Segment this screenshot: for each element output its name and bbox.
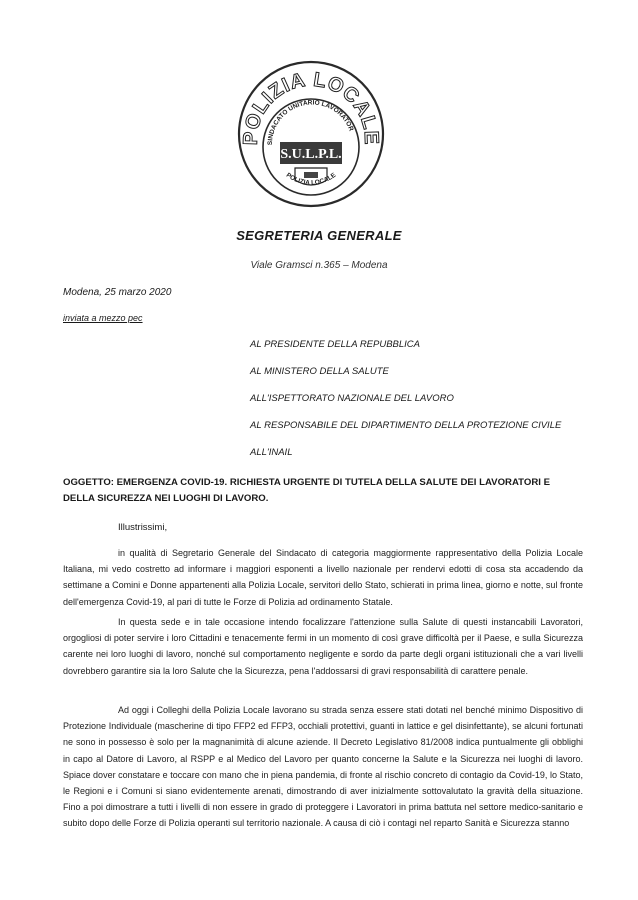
recipient-item: AL PRESIDENTE DELLA REPUBBLICA: [250, 339, 421, 350]
recipient-item: AL RESPONSABILE DEL DIPARTIMENTO DELLA PROTEZIONE CIVILE: [250, 420, 562, 431]
sent-via: inviata a mezzo pec: [63, 313, 143, 323]
body-paragraph: in qualità di Segretario Generale del Sindacato di categoria maggiormente rappresentativo della Polizia Locale Italiana, mi vedo costretto ad informare i maggiori esponenti a livello nazionale per rendervi edotti di cosa sta accadendo da settimane a Comini e Donne appartenenti alla Polizia Locale, servitori dello Stato, schierati in prima linea, giorno e notte, sul fronte dell'emergenza Covid-19, al pari di tutte le Forze di Polizia ad ordinamento Statale.: [63, 548, 583, 607]
body-paragraph: Ad oggi i Colleghi della Polizia Locale lavorano su strada senza essere stati dotati nel benché minimo Dispositivo di Protezione Individuale (mascherine di tipo FFP2 ed FFP3, occhiali protettivi, guanti in lattice e gel disinfettante), se alcuni fortunati ne sono in possesso è solo per la magnanimità di alcune aziende. Il Decreto Legislativo 81/2008 indica puntualmente gli obblighi in capo al Datore di Lavoro, al RSPP e al Medico del Lavoro per quanto concerne la Salute e la Sicurezza nei luoghi di lavoro. Spiace dover constatare e toccare con mano che in piena pandemia, di fronte al rischio concreto di contagio da Covid-19, lo Stato, le Regioni e i Comuni si siano evidentemente arenati, dimostrando di aver inizialmente sottovalutato la gravità della situazione. Fino a poi dimostrare a tutti i livelli di non essere in grado di proteggere i Lavoratori in prima battuta nel settore medico-sanitario e subito dopo delle Forze di Polizia operanti sul territorio nazionale. A causa di ciò i contagi nel reparto Sanità e Sicurezza stanno: [63, 705, 583, 829]
recipient-item: ALL'INAIL: [250, 447, 293, 458]
logo-badge-text: S.U.L.P.L.: [280, 147, 342, 162]
recipient-item: ALL'ISPETTORATO NAZIONALE DEL LAVORO: [250, 393, 454, 404]
subject-line: OGGETTO: EMERGENZA COVID-19. RICHIESTA URGENTE DI TUTELA DELLA SALUTE DEI LAVORATORI E DELLA SICUREZZA NEI LUOGHI DI LAVORO.: [63, 477, 550, 504]
header-title: SEGRETERIA GENERALE: [236, 228, 402, 243]
greeting: Illustrissimi,: [118, 522, 168, 533]
recipient-list: [250, 339, 561, 474]
header-address: Viale Gramsci n.365 – Modena: [250, 260, 388, 271]
place-date: Modena, 25 marzo 2020: [63, 287, 172, 298]
polizia-locale-logo: [232, 52, 390, 210]
svg-text:POLIZIA LOCALE: [240, 69, 382, 146]
logo-arc-text: POLIZIA LOCALE: [239, 68, 383, 146]
logo-bottom-ring-text: POLIZIA LOCALE: [284, 171, 338, 187]
logo-inner-ring-text: SINDACATO UNITARIO LAVORATOR: [266, 99, 355, 146]
body-paragraph: In questa sede e in tale occasione intendo focalizzare l'attenzione sulla Salute di questi instancabili Lavoratori, orgogliosi di poter servire i loro Cittadini e tenacemente fermi in un momento di così grave difficoltà per il Paese, e sulla Sicurezza carente nei loro luoghi di lavoro, nonché sul comportamento negligente e sordo da parte degli organi istituzionali che a vari livelli dovrebbero garantire sia la loro Salute che la Sicurezza, pena l'addossarsi di gravi responsabilità di carattere penale.: [63, 617, 583, 676]
recipient-item: AL MINISTERO DELLA SALUTE: [250, 366, 389, 377]
